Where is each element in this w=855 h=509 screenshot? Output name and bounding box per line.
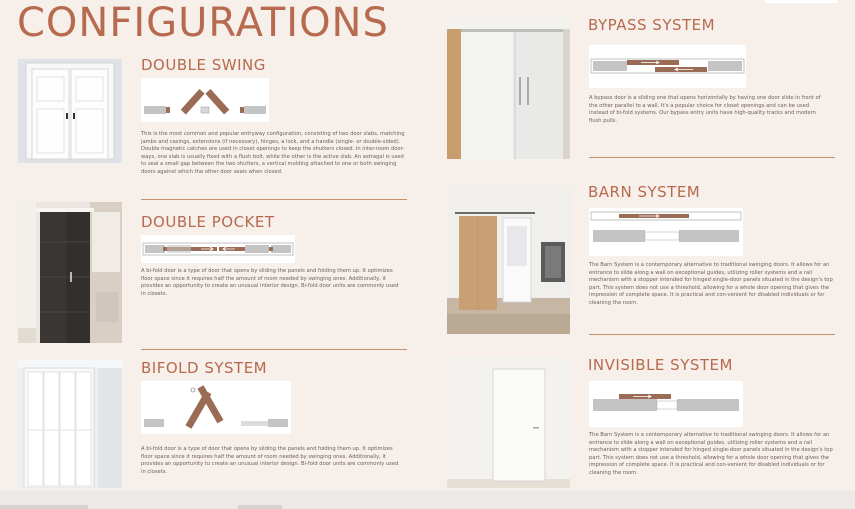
bypass-description: A bypass door is a sliding one that opens horizontally by having one door slide in front of the other parallel to a wall. It's a popular choice for closet openings and can be used instead of bi-fold systems. Our bypass entry units have high-quality tracks and modern flush pulls. [589, 95, 821, 124]
invisible-photo [447, 357, 570, 488]
top-white-box [765, 0, 837, 3]
invisible-description: The Barn System is a contemporary alternative to traditional swinging doors. It allows for an entrance to slide along a wall on exceptional guides, utilizing roller systems and a rail mechanism with a stopper intended for hinged single-door panels situated in the design's top part. This system does not use a threshold, allowing for a whole door opening that gives the impression of complete space. It is practical and con-venient for disabled individuals or for cleaning the room. [589, 432, 833, 476]
bifold-title: BIFOLD SYSTEM [141, 359, 268, 377]
double-swing-diagram [141, 78, 269, 122]
bypass-divider [589, 157, 835, 158]
barn-title: BARN SYSTEM [588, 183, 701, 201]
double-pocket-diagram [141, 235, 295, 263]
bypass-title: BYPASS SYSTEM [588, 16, 716, 34]
bypass-diagram [589, 45, 746, 88]
double-pocket-description: A bi-fold door is a type of door that opens by sliding the panels and folding them up. It optimizes floor space since it requires half the amount of room needed by swinging ones. Additionally, it provides an opportunity to create an unusual interior design. Bi-fold door units are commonly used in closets. [141, 268, 399, 297]
barn-photo [447, 186, 570, 334]
double-pocket-title: DOUBLE POCKET [141, 213, 275, 231]
double-swing-description: This is the most common and popular entryway configuration, consisting of two door slabs, matching jambs and casings, extensions (if necessary), hinges, a lock, and a handle (single- or double-sided). Double magnetic catches are used in closet openings to keep the shutters closed. In inter-room door-ways, one slab is usually fixed with a flush bolt, while the other is the active slab. An astragal is used to seal a small gap between the two shutters, a vertical molding attached to one or both swinging doors against which the other door seals when closed. [141, 131, 405, 175]
barn-description: The Barn System is a contemporary alternative to traditional swinging doors. It allows for an entrance to slide along a wall on exceptional guides, utilizing roller systems and a rail mechanism with a stopper intended for hinged single-door panels situated in the design's top part. This system does not use a threshold, allowing for a whole door opening that gives the impression of complete space. It is practical and con-venient for disabled individuals or for cleaning the room. [589, 262, 833, 306]
double-swing-photo [18, 59, 122, 163]
bottom-scroll-strip [0, 491, 855, 509]
bifold-description: A bi-fold door is a type of door that opens by sliding the panels and folding them up. It optimizes floor space since it requires half the amount of room needed by swinging ones. Additionally, it provides an opportunity to create an unusual interior design. Bi-fold door units are commonly used in closets. [141, 446, 399, 475]
bifold-diagram [141, 381, 291, 434]
double-pocket-photo [18, 202, 122, 343]
double-swing-divider [141, 199, 407, 200]
barn-diagram [589, 208, 743, 256]
invisible-title: INVISIBLE SYSTEM [588, 356, 733, 374]
bifold-photo [18, 360, 122, 488]
double-pocket-divider [141, 349, 407, 350]
double-swing-title: DOUBLE SWING [141, 56, 266, 74]
barn-divider [589, 334, 835, 335]
invisible-diagram [589, 381, 743, 427]
bypass-photo [447, 17, 570, 159]
page-title: CONFIGURATIONS [17, 0, 389, 46]
